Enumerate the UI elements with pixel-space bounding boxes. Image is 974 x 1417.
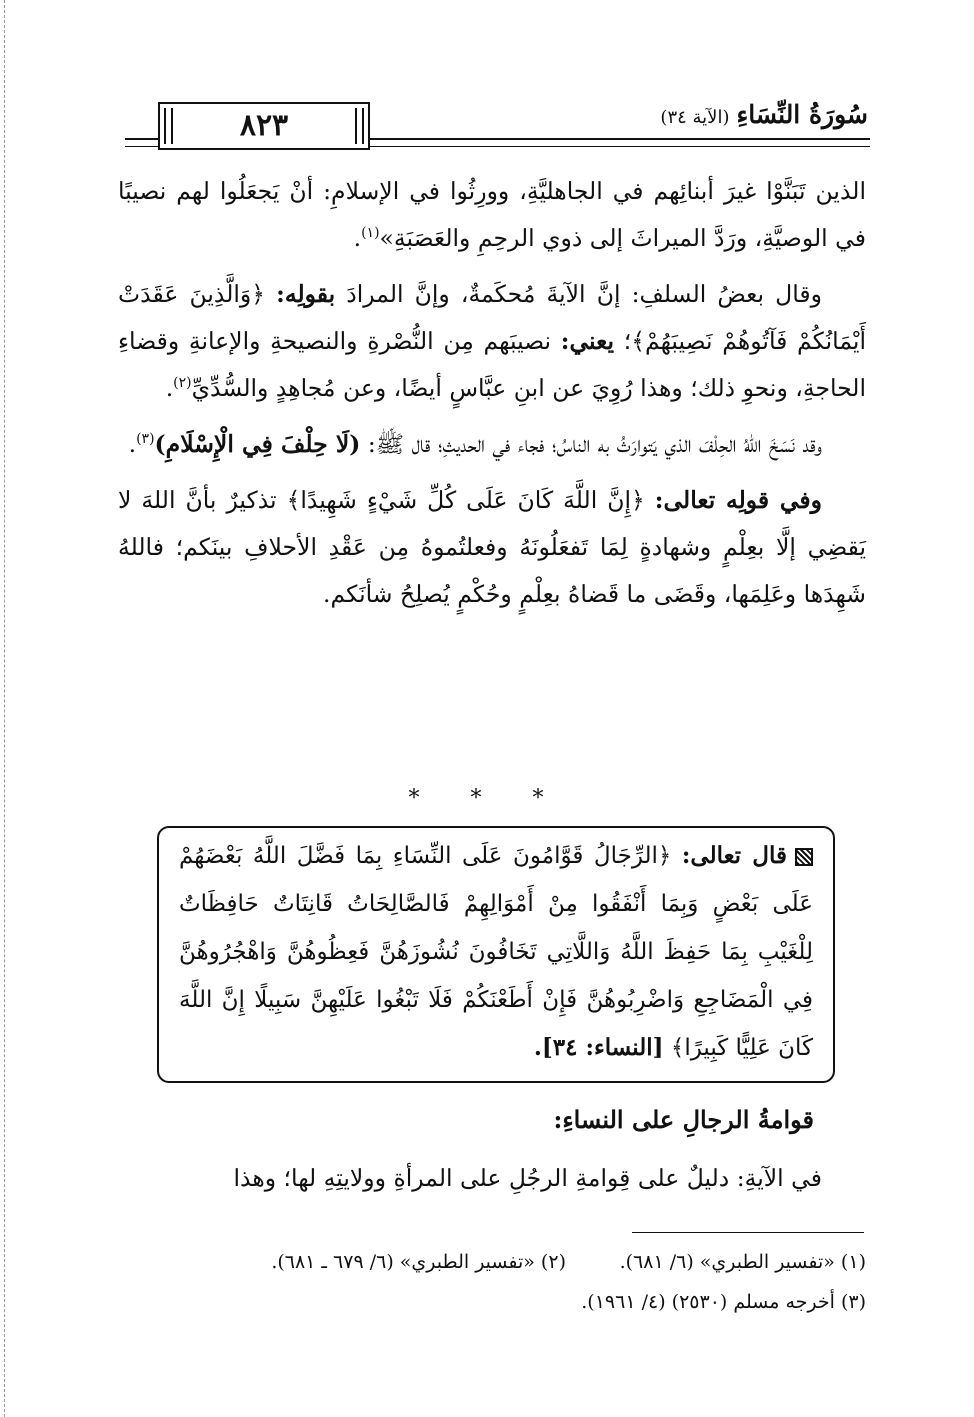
verse-intro: قال تعالى: [681, 842, 787, 869]
page-header [125, 100, 870, 154]
verse-box [157, 826, 835, 1083]
surah-name: سُورَةُ النِّسَاءِ [736, 100, 868, 129]
footnote-ref-1: (١) [361, 225, 380, 242]
main-text [118, 168, 866, 627]
footnote-1: (١) «تفسير الطبري» (٦/ ٦٨١). [619, 1251, 866, 1273]
verse-ornament-icon [795, 848, 813, 866]
paragraph-4: وفي قولِه تعالى: ﴿إِنَّ اللَّهَ كَانَ عَلَى كُلِّ شَيْءٍ شَهِيدًا﴾ تذكيرٌ بأنَّ اللهَ لا يَقضِي إلَّا بعِلْمٍ وشهادةٍ لِمَا تَفعَلُونَهُ وفعلتُموهُ مِن عَقْدِ الأحلافِ بينَكم؛ فاللهُ شَهِدَها وعَلِمَها، وقَضَى ما قَضاهُ بعِلْمٍ وحُكْمٍ يُصلِحُ شأنَكم. [118, 486, 866, 608]
section-heading: قوامةُ الرجالِ على النساءِ: [553, 1105, 814, 1134]
hadith-quote: (لَا حِلْفَ فِي الْإِسْلَامِ) [154, 430, 361, 458]
ayah-reference: (الآية ٣٤) [660, 107, 730, 128]
paragraph-3: وقد نَسَخَ اللهُ الحِلْفَ الذي يَتوارَثُ به الناسُ؛ فجاء في الحديثِ؛ قال ﷺ: (لَا حِلْفَ فِي الْإِسْلَامِ)$^{(٣)}$. [128, 430, 822, 458]
section-separator: * * * [408, 786, 566, 811]
quran-quote: ﴿وَالَّذِينَ عَقَدَتْ أَيْمَانُكُمْ فَآتُوهُمْ نَصِيبَهُمْ﴾؛ [118, 280, 867, 355]
quran-quote: ﴿إِنَّ اللَّهَ كَانَ عَلَى كُلِّ شَيْءٍ شَهِيدًا﴾ [276, 486, 655, 514]
verse-citation: [النساء: ٣٤]. [533, 1034, 664, 1061]
page-binding-edge [0, 0, 5, 1417]
footnote-3: (٣) أخرجه مسلم (٢٥٣٠) (٤/ ١٩٦١). [581, 1291, 866, 1313]
footnote-row [118, 1242, 866, 1282]
footnote-2: (٢) «تفسير الطبري» (٦/ ٦٧٩ ـ ٦٨١). [271, 1251, 566, 1273]
paragraph-1: الذين تَبَنَّوْا غيرَ أبنائِهم في الجاهليَّةِ، وورِثُوا في الإسلامِ: أنْ يَجعَلُوا لهم نصيبًا في الوصيَّةِ، ورَدَّ الميراثَ إلى ذوي الرحِمِ والعَصَبَةِ»$^{(١)}$. [118, 177, 866, 252]
verse-text: ﴿الرِّجَالُ قَوَّامُونَ عَلَى النِّسَاءِ بِمَا فَضَّلَ اللَّهُ بَعْضَهُمْ عَلَى بَعْضٍ وَبِمَا أَنْفَقُوا مِنْ أَمْوَالِهِمْ فَالصَّالِحَاتُ قَانِتَاتٌ حَافِظَاتٌ لِلْغَيْبِ بِمَا حَفِظَ اللَّهُ وَاللَّاتِي تَخَافُونَ نُشُوزَهُنَّ فَعِظُوهُنَّ وَاهْجُرُوهُنَّ فِي الْمَضَاجِعِ وَاضْرِبُوهُنَّ فَإِنْ أَطَعْنَكُمْ فَلَا تَبْغُوا عَلَيْهِنَّ سَبِيلًا إِنَّ اللَّهَ كَانَ عَلِيًّا كَبِيرًا﴾ [179, 843, 813, 1061]
footnotes [118, 1242, 866, 1322]
footnote-row [118, 1282, 866, 1322]
page-number: ٨٢٣ [239, 108, 289, 143]
footnote-ref-3: (٣) [136, 431, 155, 448]
paragraph-5: في الآيةِ: دليلٌ على قِوامةِ الرجُلِ على المرأةِ وولايتِهِ لها؛ وهذا [233, 1164, 822, 1192]
running-head [650, 100, 868, 129]
page-number-frame [158, 102, 370, 150]
footnote-ref-2: (٢) [173, 375, 192, 392]
footnote-rule [632, 1232, 864, 1233]
paragraph-2: وقال بعضُ السلفِ: إنَّ الآيةَ مُحكَمةٌ، وإنَّ المرادَ بقولِه: ﴿وَالَّذِينَ عَقَدَتْ أَيْمَانُكُمْ فَآتُوهُمْ نَصِيبَهُمْ﴾؛ يعني: نصيبَهم مِن النُّصْرةِ والنصيحةِ والإعانةِ وقضاءِ الحاجةِ، ونحوِ ذلك؛ وهذا رُوِيَ عن ابنِ عبَّاسٍ أيضًا، وعن مُجاهِدٍ والسُّدِّيِّ$^{(٢)}$. [118, 280, 867, 402]
